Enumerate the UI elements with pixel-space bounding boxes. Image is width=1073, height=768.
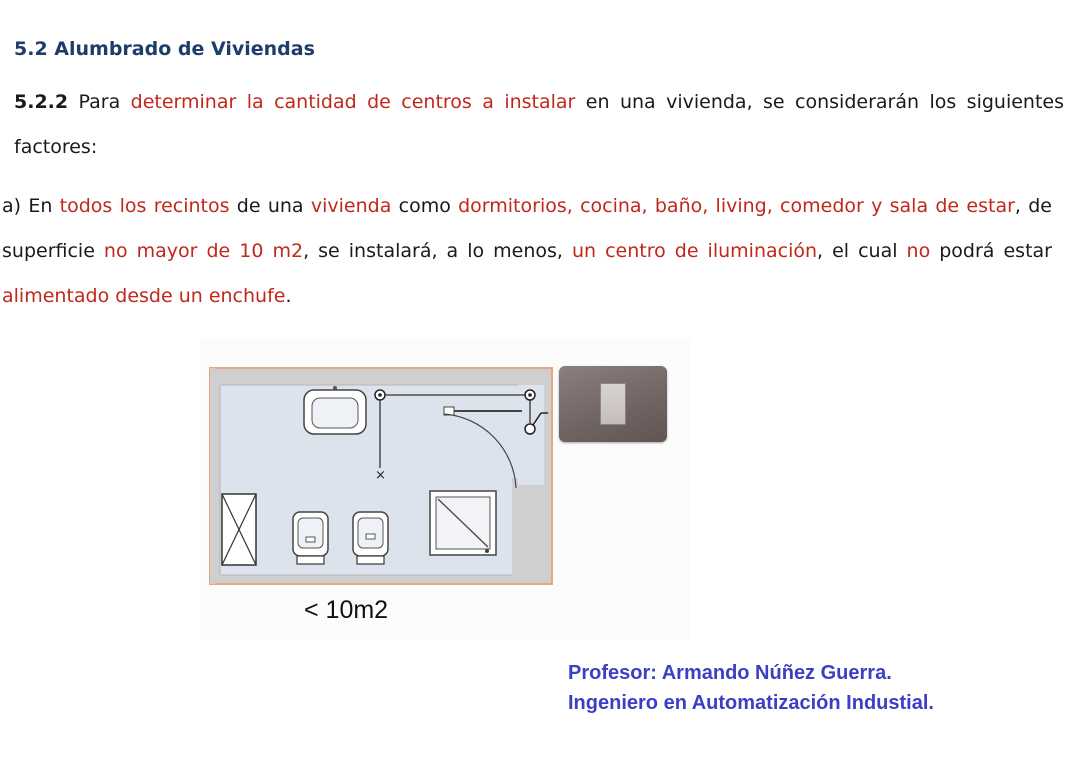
credits-line-title: Ingeniero en Automatización Industial.	[568, 692, 934, 714]
wall-light-icon	[525, 390, 535, 400]
text-segment: , se instalará, a lo menos,	[303, 240, 572, 262]
text-segment: como	[391, 195, 459, 217]
paragraph-number: 5.2.2	[14, 91, 69, 113]
highlight-segment: no	[906, 240, 931, 262]
highlight-segment: no mayor de 10 m2	[103, 240, 304, 262]
highlight-segment: alimentado desde un enchufe	[2, 285, 286, 307]
text-segment: Para	[68, 91, 131, 113]
section-title: 5.2 Alumbrado de Viviendas	[14, 38, 315, 60]
text-segment: .	[285, 285, 292, 307]
light-point-icon	[375, 390, 385, 400]
paragraph-a	[2, 184, 1052, 319]
text-segment: , el cual	[817, 240, 907, 262]
wire-cross-mark: ×	[375, 468, 386, 483]
highlight-segment: vivienda	[310, 195, 392, 217]
paragraph-5-2-2	[14, 80, 1064, 170]
cabinet-icon	[222, 494, 256, 565]
sink-icon	[304, 386, 366, 434]
text-segment: , de superficie	[2, 195, 1052, 262]
toilet-icon	[293, 512, 328, 564]
text-segment: en una vivienda, se considerarán los siguientes factores:	[14, 91, 1065, 158]
text-segment: a) En	[2, 195, 60, 217]
credits-line-professor: Profesor: Armando Núñez Guerra.	[568, 662, 892, 684]
shower-tray-icon	[430, 491, 496, 555]
switch-key-icon	[600, 383, 626, 425]
bidet-icon	[353, 512, 388, 564]
light-switch-photo	[559, 366, 667, 442]
highlight-segment: un centro de iluminación	[571, 240, 818, 262]
text-segment: de una	[229, 195, 311, 217]
highlight-segment: todos los recintos	[59, 195, 230, 217]
credits	[568, 658, 934, 718]
area-label: < 10m2	[304, 596, 389, 624]
text-segment: podrá estar	[930, 240, 1052, 262]
highlight-segment: dormitorios, cocina, baño, living, comedor y sala de estar	[458, 195, 1015, 217]
highlight-segment: determinar la cantidad de centros a instalar	[130, 91, 576, 113]
